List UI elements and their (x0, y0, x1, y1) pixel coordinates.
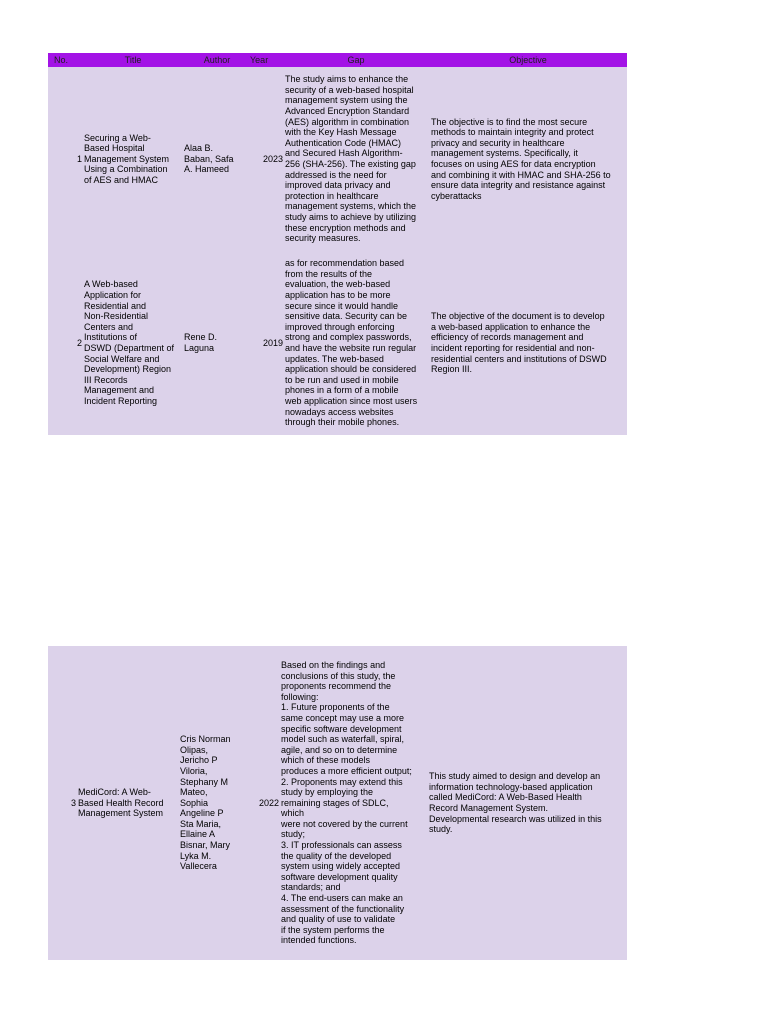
row-author: Cris Norman Olipas, Jericho P Viloria, Stephany M Mateo, Sophia Angeline P Sta Maria, Ellaine A Bisnar, Mary Lyka M. Vallecera (180, 646, 246, 960)
table-row (48, 67, 627, 251)
row-title: A Web-based Application for Residential and Non-Residential Centers and Institutions of DSWD (Department of Social Welfare and Development) Region III Records Management and Incident Reporting (82, 251, 184, 435)
table-row (48, 251, 627, 435)
row-gap: as for recommendation based from the results of the evaluation, the web-based application has to be more secure since it would handle sensitive data. Security can be improved through enforcing strong and complex passwords, and have the website run regular updates. The web-based application should be considered to be run and used in mobile phones in a form of a mobile web application since most users nowadays access websites through their mobile phones. (283, 251, 429, 435)
header-row (48, 53, 627, 67)
header-gap: Gap (283, 53, 429, 67)
table-row (48, 646, 627, 960)
row-author: Rene D. Laguna (184, 251, 250, 435)
literature-table-continued (48, 646, 627, 960)
header-no: No. (48, 53, 82, 67)
header-year: Year (250, 53, 283, 67)
row-no: 3 (48, 646, 76, 960)
literature-table (48, 53, 627, 435)
row-year: 2023 (250, 67, 283, 251)
row-objective: The objective is to find the most secure methods to maintain integrity and protect privacy and security in healthcare management systems. Specifically, it focuses on using AES for data encryption and combining it with HMAC and SHA-256 to ensure data integrity and resistance against cyberattacks (429, 67, 627, 251)
row-no: 1 (48, 67, 82, 251)
row-title: MediCord: A Web- Based Health Record Management System (76, 646, 180, 960)
header-title: Title (82, 53, 184, 67)
row-no: 2 (48, 251, 82, 435)
row-year: 2019 (250, 251, 283, 435)
row-title: Securing a Web- Based Hospital Management System Using a Combination of AES and HMAC (82, 67, 184, 251)
row-author: Alaa B. Baban, Safa A. Hameed (184, 67, 250, 251)
header-author: Author (184, 53, 250, 67)
row-objective: This study aimed to design and develop an information technology-based application called MediCord: A Web-Based Health Record Management System. Developmental research was utilized in this study. (427, 646, 627, 960)
row-objective: The objective of the document is to develop a web-based application to enhance the efficiency of records management and incident reporting for residential and non- residential centers and institutions of DSWD Region III. (429, 251, 627, 435)
row-gap: The study aims to enhance the security of a web-based hospital management system using the Advanced Encryption Standard (AES) algorithm in combination with the Key Hash Message Authentication Code (HMAC) and Secured Hash Algorithm- 256 (SHA-256). The existing gap addressed is the need for improved data privacy and protection in healthcare management systems, which the study aims to achieve by utilizing these encryption methods and security measures. (283, 67, 429, 251)
row-gap: Based on the findings and conclusions of this study, the proponents recommend the following: 1. Future proponents of the same concept may use a more specific software development model such as waterfall, spiral, agile, and so on to determine which of these models produces a more efficient output; 2. Proponents may extend this study by employing the remaining stages of SDLC, which were not covered by the current study; 3. IT professionals can assess the quality of the developed system using widely accepted software development quality standards; and 4. The end-users can make an assessment of the functionality and quality of use to validate if the system performs the intended functions. (279, 646, 427, 960)
row-year: 2022 (246, 646, 279, 960)
header-objective: Objective (429, 53, 627, 67)
